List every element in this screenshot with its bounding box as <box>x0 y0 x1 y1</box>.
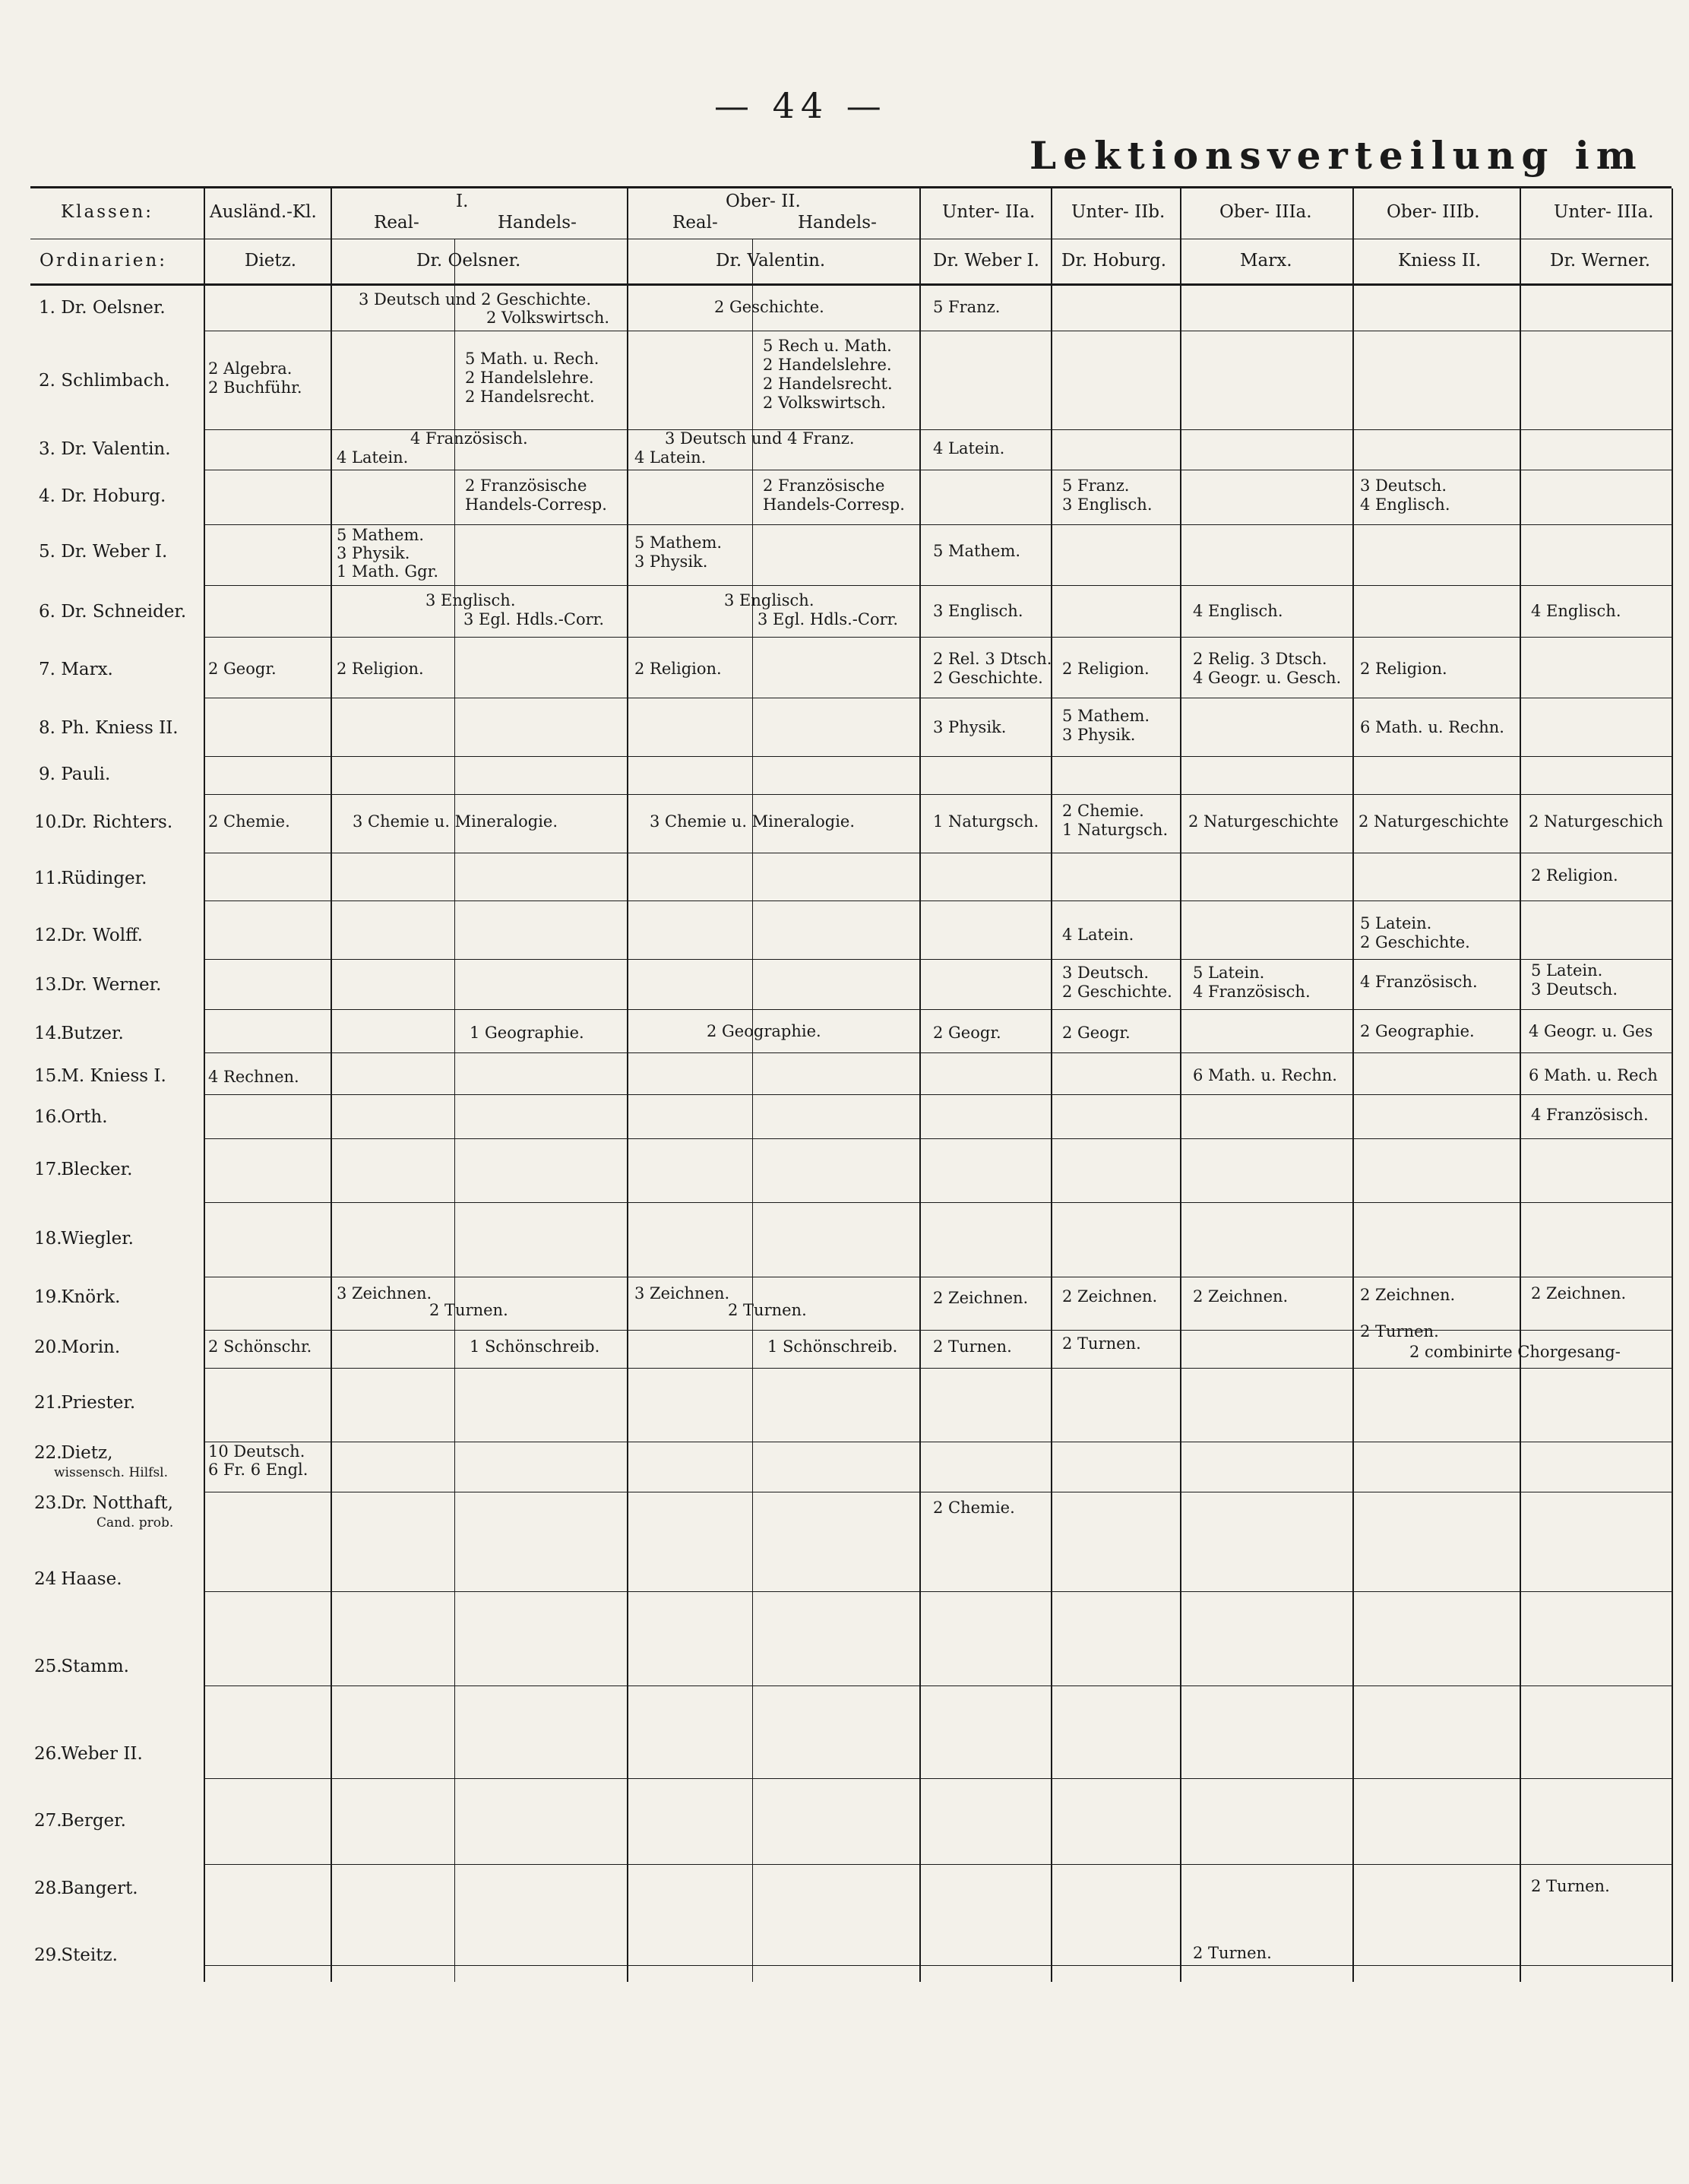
header-oiiib: Ober- IIIb. <box>1387 202 1480 222</box>
lesson-cell: 2 Geschichte. <box>1062 983 1172 1001</box>
lesson-cell: 2 Chemie. <box>1062 802 1144 820</box>
ordinarius-oiiib: Kniess II. <box>1398 251 1482 271</box>
lesson-cell: 3 Egl. Hdls.-Corr. <box>758 610 899 628</box>
lesson-cell: 1 Geographie. <box>470 1024 584 1042</box>
teacher-name: 17. Blecker. <box>34 1160 133 1179</box>
lesson-cell: 5 Franz. <box>933 298 1001 316</box>
teacher-name: 3. Dr. Valentin. <box>39 439 171 459</box>
lesson-cell: 4 Geogr. u. Gesch. <box>1193 669 1342 687</box>
lesson-cell: 6 Math. u. Rech <box>1529 1066 1658 1084</box>
lesson-cell: 1 Math. Ggr. <box>337 562 438 581</box>
teacher-name: 26. Weber II. <box>34 1744 143 1764</box>
lesson-cell: 3 Physik. <box>337 544 410 562</box>
teacher-name: 29. Steitz. <box>34 1945 118 1965</box>
lesson-cell: 4 Französisch. <box>410 429 528 448</box>
header-auslaend: Ausländ.-Kl. <box>210 202 317 222</box>
lesson-cell: 3 Englisch. <box>724 591 814 609</box>
teacher-name: 13. Dr. Werner. <box>34 975 162 995</box>
lesson-cell: 2 Volkswirtsch. <box>763 394 887 412</box>
lesson-cell: Handels-Corresp. <box>465 495 607 514</box>
ordinarius-auslaend: Dietz. <box>245 251 297 271</box>
lesson-cell: 2 Buchführ. <box>208 378 302 397</box>
lesson-cell: 2 Religion. <box>1360 660 1447 678</box>
lesson-cell: 5 Latein. <box>1360 914 1432 932</box>
lesson-cell: 3 Deutsch. <box>1062 964 1150 982</box>
header-klassen-label: Klassen: <box>61 202 154 222</box>
lesson-cell: 3 Englisch. <box>933 602 1023 620</box>
lesson-cell: 1 Schönschreib. <box>470 1337 600 1356</box>
lesson-cell: 3 Physik. <box>634 552 708 571</box>
lesson-cell: 3 Egl. Hdls.-Corr. <box>463 610 605 628</box>
header-uiib: Unter- IIb. <box>1071 202 1166 222</box>
lesson-cell: 2 Naturgeschichte <box>1188 812 1339 831</box>
lesson-cell: 4 Latein. <box>337 448 409 467</box>
lesson-cell: 2 Turnen. <box>1360 1322 1439 1340</box>
table-top-rule <box>30 186 1672 188</box>
lesson-cell: 5 Math. u. Rech. <box>465 350 599 368</box>
lesson-cell: 2 Religion. <box>1062 660 1150 678</box>
lesson-cell: 4 Latein. <box>1062 926 1134 944</box>
lesson-cell: 10 Deutsch. <box>208 1442 305 1461</box>
teacher-name: 2. Schlimbach. <box>39 371 170 391</box>
lesson-cell: 5 Franz. <box>1062 476 1130 495</box>
teacher-name: 4. Dr. Hoburg. <box>39 486 166 506</box>
lesson-cell: 2 Geogr. <box>208 660 277 678</box>
teacher-name: 5. Dr. Weber I. <box>39 542 168 562</box>
lesson-cell: 6 Fr. 6 Engl. <box>208 1461 308 1479</box>
teacher-name: 6. Dr. Schneider. <box>39 602 187 622</box>
header-class-oii: Ober- II. <box>726 191 801 211</box>
teacher-name: 11. Rüdinger. <box>34 869 147 888</box>
lesson-cell: 2 Chemie. <box>933 1499 1015 1517</box>
lesson-cell: 2 Turnen. <box>1193 1944 1272 1962</box>
teacher-name: 1. Dr. Oelsner. <box>39 298 166 318</box>
lesson-cell: 5 Mathem. <box>634 533 723 552</box>
lesson-cell: 2 Algebra. <box>208 359 293 378</box>
lesson-cell: 3 Deutsch und 2 Geschichte. <box>359 290 592 309</box>
lesson-cell: 2 Turnen. <box>728 1301 807 1319</box>
ordinarius-uiib: Dr. Hoburg. <box>1061 251 1166 271</box>
lesson-cell: 2 Handelslehre. <box>465 369 594 387</box>
lesson-cell: 4 Latein. <box>634 448 707 467</box>
lesson-cell: 2 Geogr. <box>933 1024 1001 1042</box>
lesson-cell: 5 Mathem. <box>337 526 425 544</box>
lesson-cell: 2 Geschichte. <box>1360 933 1470 951</box>
lesson-cell: 1 Schönschreib. <box>767 1337 898 1356</box>
lesson-cell: 3 Chemie u. Mineralogie. <box>650 812 856 831</box>
lesson-cell: 6 Math. u. Rechn. <box>1193 1066 1337 1084</box>
lesson-cell: 3 Englisch. <box>1062 495 1153 514</box>
lesson-cell: 3 Physik. <box>1062 726 1136 744</box>
lesson-cell: 2 combinirte Chorgesang- <box>1409 1343 1621 1361</box>
lesson-cell: 3 Deutsch. <box>1531 980 1618 999</box>
lesson-cell: 2 Zeichnen. <box>1360 1286 1456 1304</box>
lesson-cell: 2 Chemie. <box>208 812 290 831</box>
lesson-cell: 3 Englisch. <box>425 591 516 609</box>
lesson-cell: 2 Naturgeschich <box>1529 812 1663 831</box>
lesson-cell: 2 Naturgeschichte <box>1358 812 1509 831</box>
lesson-cell: 2 Religion. <box>1531 866 1618 885</box>
lesson-cell: 5 Latein. <box>1193 964 1265 982</box>
lesson-cell: 3 Deutsch. <box>1360 476 1447 495</box>
lesson-cell: 2 Zeichnen. <box>1062 1287 1158 1306</box>
lesson-cell: 1 Naturgsch. <box>933 812 1039 831</box>
lesson-cell: 2 Geschichte. <box>933 669 1043 687</box>
teacher-name: 20. Morin. <box>34 1337 121 1357</box>
lesson-cell: 3 Deutsch und 4 Franz. <box>665 429 855 448</box>
teacher-name: 14. Butzer. <box>34 1024 124 1043</box>
lesson-cell: 2 Handelsrecht. <box>763 375 893 393</box>
ordinarius-oiiia: Marx. <box>1240 251 1292 271</box>
teacher-name: 28. Bangert. <box>34 1879 138 1898</box>
lesson-cell: 2 Turnen. <box>1531 1877 1610 1895</box>
lesson-cell: 2 Turnen. <box>429 1301 508 1319</box>
ordinarius-oii: Dr. Valentin. <box>716 251 826 271</box>
lesson-cell: 3 Physik. <box>933 718 1007 736</box>
lesson-cell: 4 Englisch. <box>1360 495 1450 514</box>
lesson-cell: 2 Handelsrecht. <box>465 388 595 406</box>
lesson-cell: 2 Relig. 3 Dtsch. <box>1193 650 1327 668</box>
header-oiiia: Ober- IIIa. <box>1219 202 1312 222</box>
teacher-name: 18. Wiegler. <box>34 1229 134 1249</box>
teacher-name: 19. Knörk. <box>34 1287 121 1307</box>
lesson-cell: 2 Turnen. <box>1062 1334 1141 1353</box>
teacher-name: 22. Dietz, wissensch. Hilfsl. <box>34 1443 169 1480</box>
lesson-cell: 2 Geschichte. <box>714 298 824 316</box>
lesson-cell: 6 Math. u. Rechn. <box>1360 718 1504 736</box>
teacher-name: 9. Pauli. <box>39 764 111 784</box>
teacher-name: 12. Dr. Wolff. <box>34 926 143 945</box>
teacher-name: 10. Dr. Richters. <box>34 812 173 832</box>
header-oii-handels: Handels- <box>798 213 877 233</box>
lesson-cell: 5 Mathem. <box>1062 707 1150 725</box>
teacher-name: 15. M. Kniess I. <box>34 1066 166 1086</box>
header-uiia: Unter- IIa. <box>942 202 1036 222</box>
ordinarius-uiiia: Dr. Werner. <box>1550 251 1651 271</box>
teacher-name: 23. Dr. Notthaft, Cand. prob. <box>34 1493 174 1530</box>
header-i-handels: Handels- <box>498 213 577 233</box>
lesson-cell: 2 Religion. <box>337 660 424 678</box>
ordinarius-uiia: Dr. Weber I. <box>933 251 1039 271</box>
lesson-cell: 2 Zeichnen. <box>933 1289 1029 1307</box>
lesson-cell: 2 Rel. 3 Dtsch. <box>933 650 1052 668</box>
lesson-cell: 2 Geographie. <box>1360 1022 1475 1040</box>
header-i-real: Real- <box>374 213 419 233</box>
header-oii-real: Real- <box>672 213 718 233</box>
lesson-cell: 4 Französisch. <box>1360 973 1478 991</box>
lesson-cell: 5 Rech u. Math. <box>763 337 892 355</box>
header-ordinarien-label: Ordinarien: <box>40 251 167 271</box>
lesson-cell: 2 Turnen. <box>933 1337 1012 1356</box>
lesson-cell: 4 Französisch. <box>1193 983 1311 1001</box>
lesson-cell: 4 Englisch. <box>1531 602 1621 620</box>
teacher-name: 27. Berger. <box>34 1811 126 1831</box>
lesson-cell: 3 Chemie u. Mineralogie. <box>353 812 558 831</box>
teacher-name: 8. Ph. Kniess II. <box>39 718 179 738</box>
lesson-cell: Handels-Corresp. <box>763 495 905 514</box>
teacher-name: 24 Haase. <box>34 1569 122 1589</box>
lesson-cell: 5 Latein. <box>1531 961 1603 980</box>
lesson-cell: 2 Schönschr. <box>208 1337 312 1356</box>
lesson-cell: 2 Handelslehre. <box>763 356 892 374</box>
lesson-cell: 4 Latein. <box>933 439 1005 457</box>
lesson-cell: 2 Französische <box>763 476 885 495</box>
lesson-cell: 1 Naturgsch. <box>1062 821 1169 839</box>
page-title: Lektionsverteilung im <box>1030 133 1643 178</box>
lesson-cell: 2 Volkswirtsch. <box>486 309 610 327</box>
header-bottom-rule <box>30 283 1672 286</box>
lesson-cell: 5 Mathem. <box>933 542 1021 560</box>
lesson-cell: 3 Zeichnen. <box>337 1284 432 1302</box>
teacher-name: 7. Marx. <box>39 660 113 679</box>
lesson-cell: 2 Französische <box>465 476 587 495</box>
lesson-cell: 2 Geographie. <box>707 1022 821 1040</box>
teacher-name: 16. Orth. <box>34 1107 108 1127</box>
page-number: — 44 — <box>714 85 887 126</box>
lesson-cell: 2 Religion. <box>634 660 722 678</box>
lesson-cell: 2 Geogr. <box>1062 1024 1131 1042</box>
header-class-i: I. <box>456 191 469 211</box>
lesson-cell: 2 Zeichnen. <box>1531 1284 1627 1302</box>
lesson-cell: 4 Englisch. <box>1193 602 1283 620</box>
lesson-cell: 4 Geogr. u. Ges <box>1529 1022 1653 1040</box>
lesson-cell: 2 Zeichnen. <box>1193 1287 1289 1306</box>
teacher-name: 21. Priester. <box>34 1393 136 1413</box>
lesson-cell: 4 Französisch. <box>1531 1106 1649 1124</box>
lesson-cell: 3 Zeichnen. <box>634 1284 730 1302</box>
lesson-cell: 4 Rechnen. <box>208 1068 299 1086</box>
ordinarius-i: Dr. Oelsner. <box>416 251 521 271</box>
teacher-name: 25. Stamm. <box>34 1657 129 1676</box>
header-uiiia: Unter- IIIa. <box>1554 202 1654 222</box>
